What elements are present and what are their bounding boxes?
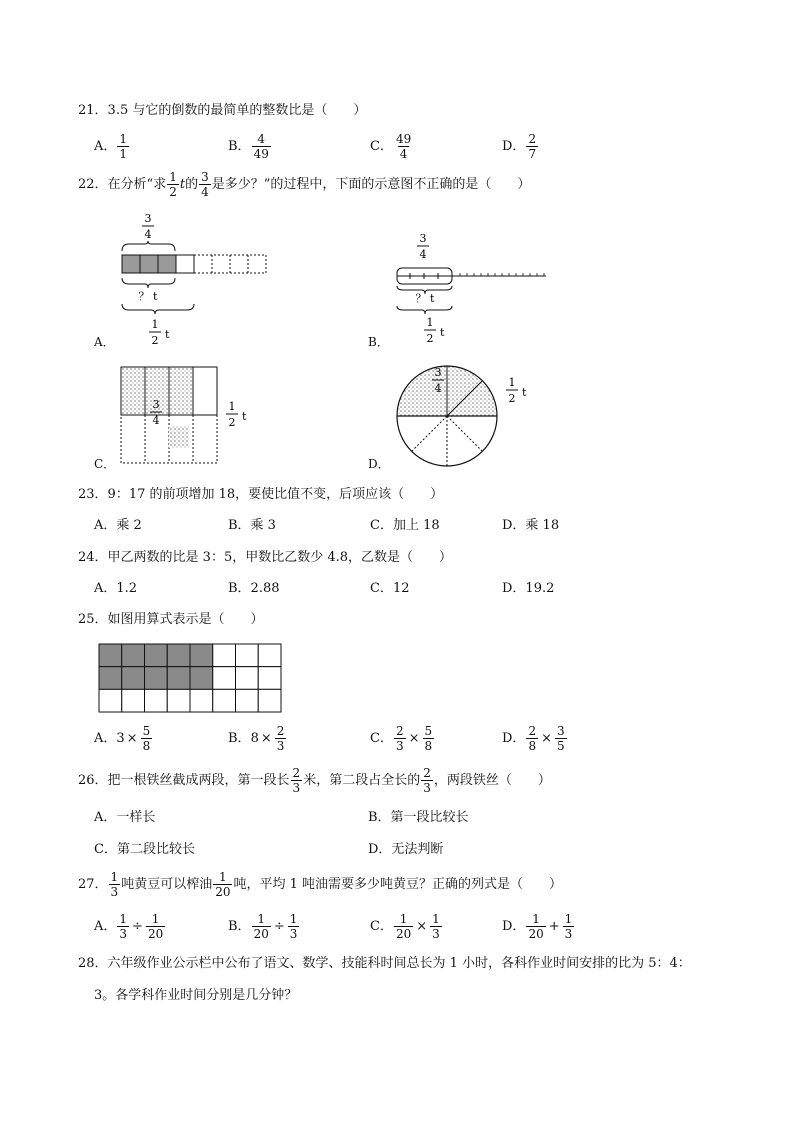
unit-label: t (522, 386, 527, 399)
q26-option-c[interactable]: C．第二段比较长 (94, 842, 195, 857)
q22-diagram-b (392, 228, 552, 348)
grid-cell (213, 644, 236, 667)
fraction: $\frac{1}{20}$ (215, 870, 231, 899)
unit-label: t (165, 328, 170, 341)
q27-stem: 27． $\frac{1}{3}$ 吨黄豆可以榨油 $\frac{1}{20}$ 吨，平均 1 吨油需要多少吨黄豆？正确的列式是（ ） (78, 870, 563, 899)
label-4: 4 (144, 228, 152, 241)
q25-grid (98, 643, 284, 715)
fraction: $\frac{2}{3}$ (423, 766, 431, 795)
label-2: 2 (151, 334, 159, 347)
label-3: 3 (419, 232, 427, 245)
q27-option-b[interactable]: B． $\frac{1}{20}$ ÷ $\frac{1}{3}$ (228, 912, 298, 941)
grid-cell (258, 689, 281, 712)
label-4: 4 (152, 414, 160, 427)
fraction: $\frac{2}{7}$ (528, 132, 537, 161)
grid-cell-shaded (122, 667, 145, 690)
grid-cell-shaded (167, 667, 190, 690)
unit-label: t (440, 326, 445, 339)
grid-cell-shaded (190, 644, 213, 667)
q23-option-b[interactable]: B．乘 3 (228, 518, 276, 533)
fraction: $\frac{5}{8}$ (142, 724, 151, 753)
fraction: $\frac{49}{4}$ (395, 132, 412, 161)
grid-cell (236, 689, 259, 712)
grid-cell-shaded (122, 644, 145, 667)
label-4: 4 (419, 248, 427, 261)
label-2: 2 (508, 392, 516, 405)
fraction: $\frac{4}{49}$ (253, 132, 269, 161)
fraction: $\frac{1}{2}$ (169, 170, 177, 199)
fraction: $\frac{2}{8}$ (528, 724, 537, 753)
fraction: $\frac{1}{20}$ (253, 912, 269, 941)
blank-cell (193, 367, 217, 415)
grid-cell (258, 667, 281, 690)
q21-option-d[interactable]: D． $\frac{2}{7}$ (502, 132, 537, 161)
bottom-brace (122, 304, 194, 314)
q22-diagram-d (392, 362, 542, 472)
fraction: $\frac{1}{20}$ (528, 912, 544, 941)
unit-cell (176, 255, 194, 273)
mid-brace (122, 278, 175, 288)
grid-cell-shaded (99, 644, 122, 667)
q22-stem: 22．在分析“求 $\frac{1}{2}$ t 的 $\frac{3}{4}$ 是多少？”的过程中，下面的示意图不正确的是（ ） (78, 170, 531, 199)
q28-stem-line2: 3。各学科作业时间分别是几分钟？ (94, 988, 298, 1003)
q23-option-a[interactable]: A．乘 2 (94, 518, 142, 533)
label-1: 1 (426, 316, 434, 329)
q26-option-b[interactable]: B．第一段比较长 (368, 810, 469, 825)
grid-cell (258, 644, 281, 667)
grid-cell (236, 644, 259, 667)
grid-cell (145, 689, 168, 712)
shaded-cell (122, 255, 140, 273)
fraction: $\frac{2}{3}$ (395, 724, 404, 753)
fraction: $\frac{3}{4}$ (201, 170, 209, 199)
label-4: 4 (434, 382, 442, 395)
unit-label: t (242, 410, 247, 423)
q27-option-d[interactable]: D． $\frac{1}{20}$ + $\frac{1}{3}$ (502, 912, 573, 941)
q21-option-b[interactable]: B． $\frac{4}{49}$ (228, 132, 269, 161)
question-label: ？ t (138, 290, 158, 303)
top-brace (122, 241, 175, 251)
q23-option-c[interactable]: C．加上 18 (370, 518, 440, 533)
q21-option-c[interactable]: C． $\frac{49}{4}$ (370, 132, 412, 161)
label-1: 1 (228, 400, 236, 413)
label-3: 3 (152, 398, 160, 411)
grid-cell-shaded (167, 644, 190, 667)
q25-option-d[interactable]: D． $\frac{2}{8}$ × $\frac{3}{5}$ (502, 724, 565, 753)
dotted-cell (121, 367, 145, 415)
grid-cell (167, 689, 190, 712)
q21-option-a[interactable]: A． $\frac{1}{1}$ (94, 132, 128, 161)
q24-option-d[interactable]: D．19.2 (502, 581, 555, 596)
q27-option-a[interactable]: A． $\frac{1}{3}$ ÷ $\frac{1}{20}$ (94, 912, 164, 941)
q22-diagram-c (118, 364, 258, 468)
grid-cell (190, 689, 213, 712)
fraction: $\frac{1}{3}$ (110, 870, 119, 899)
shaded-cell (140, 255, 158, 273)
q21-stem: 21．3.5 与它的倒数的最简单的整数比是（ ） (78, 103, 367, 118)
grid-cell-shaded (190, 667, 213, 690)
q22-diagram-a (115, 210, 285, 350)
q22-option-a[interactable]: A． (94, 335, 115, 349)
q24-option-a[interactable]: A．1.2 (94, 581, 138, 596)
grid-cell (122, 689, 145, 712)
grid-cell (213, 667, 236, 690)
q25-option-b[interactable]: B． 8 × $\frac{2}{3}$ (228, 724, 285, 753)
grid-cell (213, 689, 236, 712)
label-1: 1 (151, 318, 159, 331)
q24-option-b[interactable]: B．2.88 (228, 581, 280, 596)
q23-option-d[interactable]: D．乘 18 (502, 518, 560, 533)
fraction: $\frac{1}{3}$ (432, 912, 440, 941)
label-2: 2 (228, 416, 236, 429)
q28-stem-line1: 28．六年级作业公示栏中公布了语文、数学、技能科时间总长为 1 小时，各科作业时间安排的比为 5：4： (78, 956, 691, 971)
fraction: $\frac{1}{3}$ (119, 912, 128, 941)
dotted-cell (169, 367, 193, 415)
question-label: ？ t (415, 292, 435, 305)
fraction: $\frac{2}{3}$ (292, 766, 301, 795)
q26-stem: 26．把一根铁丝截成两段，第一段长 $\frac{2}{3}$ 米，第二段占全长的 $\frac{2}{3}$ ，两段铁丝（ ） (78, 766, 551, 795)
grid-cell (236, 667, 259, 690)
label-3: 3 (144, 212, 152, 225)
q22-option-c[interactable]: C． (94, 457, 116, 471)
fraction: $\frac{1}{3}$ (564, 912, 573, 941)
q24-option-c[interactable]: C．12 (370, 581, 410, 596)
q22-option-b[interactable]: B． (368, 335, 389, 349)
q22-option-d[interactable]: D． (368, 457, 390, 471)
q25-option-a[interactable]: A． 3 × $\frac{5}{8}$ (94, 724, 151, 753)
q26-option-a[interactable]: A．一样长 (94, 810, 156, 825)
fraction: $\frac{1}{1}$ (119, 132, 128, 161)
q24-stem: 24．甲乙两数的比是 3：5，甲数比乙数少 4.8，乙数是（ ） (78, 550, 453, 565)
fraction: $\frac{2}{3}$ (276, 724, 285, 753)
q23-stem: 23．9：17 的前项增加 18，要使比值不变，后项应该（ ） (78, 487, 444, 502)
label-3: 3 (434, 366, 442, 379)
label-2: 2 (426, 332, 434, 345)
q27-option-c[interactable]: C． $\frac{1}{20}$ × $\frac{1}{3}$ (370, 912, 440, 941)
shaded-cell (158, 255, 176, 273)
label-1: 1 (508, 376, 516, 389)
grid-cell-shaded (145, 644, 168, 667)
fraction: $\frac{1}{20}$ (395, 912, 412, 941)
grid-cell (99, 689, 122, 712)
grid-cell-shaded (99, 667, 122, 690)
fraction: $\frac{1}{3}$ (289, 912, 298, 941)
grid-cell-shaded (145, 667, 168, 690)
q26-option-d[interactable]: D．无法判断 (368, 842, 444, 857)
fraction: $\frac{5}{8}$ (424, 724, 433, 753)
bottom-brace (397, 306, 452, 314)
fraction: $\frac{3}{5}$ (556, 724, 565, 753)
q25-option-c[interactable]: C． $\frac{2}{3}$ × $\frac{5}{8}$ (370, 724, 433, 753)
q25-stem: 25．如图用算式表示是（ ） (78, 612, 264, 627)
fraction: $\frac{1}{20}$ (147, 912, 164, 941)
